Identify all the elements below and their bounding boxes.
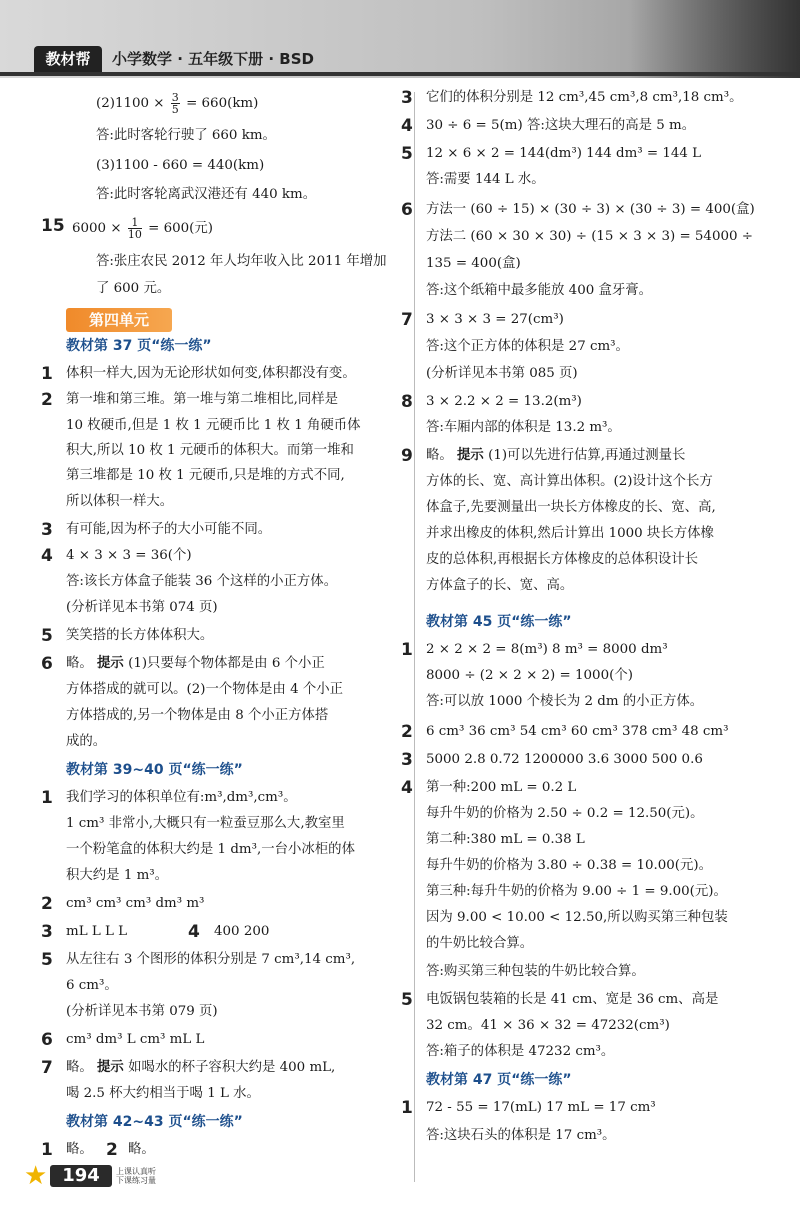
answer-line: 答:车厢内部的体积是 13.2 m³。	[426, 420, 621, 435]
answer-line: 我们学习的体积单位有:m³,dm³,cm³。	[66, 790, 297, 805]
section-title: 教材第 37 页“练一练”	[66, 338, 212, 354]
answer-line: 所以体积一样大。	[66, 494, 174, 509]
answer-line: 6 cm³。	[66, 978, 118, 993]
answer-line: 略。	[128, 1142, 155, 1157]
question-number: 1	[41, 364, 53, 384]
answer-line: 有可能,因为杯子的大小可能不同。	[66, 522, 272, 537]
fraction-numerator: 3	[171, 91, 179, 104]
header-rule	[0, 72, 800, 76]
answer-line: 135 = 400(盒)	[426, 256, 521, 271]
answer-line	[72, 217, 213, 240]
question-number: 3	[401, 750, 413, 770]
answer-line: cm³ cm³ cm³ dm³ m³	[66, 896, 205, 911]
answer-line: 1 cm³ 非常小,大概只有一粒蚕豆那么大,教室里	[66, 816, 345, 831]
answer-line: 皮的总体积,再根据长方体橡皮的总体积设计长	[426, 552, 699, 567]
answer-line: 第二种:380 mL = 0.38 L	[426, 832, 585, 847]
question-number: 5	[41, 950, 53, 970]
header-shade	[630, 0, 800, 78]
answer-line: 方体的长、宽、高计算出体积。(2)设计这个长方	[426, 474, 713, 489]
question-number: 2	[41, 390, 53, 410]
book-title: 小学数学 · 五年级下册 · BSD	[112, 50, 314, 68]
tip-label: 提示	[97, 1060, 124, 1075]
answer-line: 的牛奶比较合算。	[426, 936, 534, 951]
answer-line: 2 × 2 × 2 = 8(m³) 8 m³ = 8000 dm³	[426, 642, 668, 657]
answer-line	[426, 446, 685, 466]
question-number: 5	[401, 990, 413, 1010]
expr-text: = 600(元)	[148, 221, 213, 236]
fraction-numerator: 1	[128, 217, 142, 229]
question-number: 3	[401, 88, 413, 108]
answer-line: 4 × 3 × 3 = 36(个)	[66, 548, 192, 563]
answer-line: 3 × 2.2 × 2 = 13.2(m³)	[426, 394, 582, 409]
answer-line: 略。	[66, 1142, 93, 1157]
answer-line: 每升牛奶的价格为 2.50 ÷ 0.2 = 12.50(元)。	[426, 806, 704, 821]
page-footer	[24, 1162, 164, 1192]
answer-line	[66, 1058, 335, 1078]
answer-text: (1)可以先进行估算,再通过测量长	[488, 448, 686, 463]
answer-line: 体盒子,先要测量出一块长方体橡皮的长、宽、高,	[426, 500, 716, 515]
answer-line: 答:购买第三种包装的牛奶比较合算。	[426, 964, 645, 979]
answer-line: (3)1100 - 660 = 440(km)	[96, 158, 265, 173]
answer-text: 略。	[66, 1060, 93, 1075]
answer-line: 每升牛奶的价格为 3.80 ÷ 0.38 = 10.00(元)。	[426, 858, 713, 873]
question-number: 2	[106, 1140, 118, 1160]
answer-line: mL L L L	[66, 924, 128, 939]
answer-line: 答:此时客轮离武汉港还有 440 km。	[96, 187, 317, 202]
fraction	[128, 217, 142, 240]
footer-tag-line: 下课练习量	[116, 1176, 156, 1185]
answer-line: 8000 ÷ (2 × 2 × 2) = 1000(个)	[426, 668, 633, 683]
answer-line: 喝 2.5 杯大约相当于喝 1 L 水。	[66, 1086, 260, 1101]
brand-logo: 教材帮	[34, 46, 102, 72]
question-number: 8	[401, 392, 413, 412]
answer-line: 了 600 元。	[96, 281, 171, 296]
answer-line: 积大约是 1 m³。	[66, 868, 169, 883]
answer-line: 答:此时客轮行驶了 660 km。	[96, 128, 276, 143]
question-number: 4	[41, 546, 53, 566]
section-title: 教材第 47 页“练一练”	[426, 1072, 572, 1088]
footer-tag-line: 上课认真听	[116, 1167, 156, 1176]
answer-line: 6 cm³ 36 cm³ 54 cm³ 60 cm³ 378 cm³ 48 cm³	[426, 724, 729, 739]
answer-text: 略。	[66, 656, 93, 671]
answer-line: 方法一 (60 ÷ 15) × (30 ÷ 3) × (30 ÷ 3) = 400(盒)	[426, 202, 755, 217]
answer-text: 略。	[426, 448, 453, 463]
question-number: 4	[401, 116, 413, 136]
answer-line: 一个粉笔盒的体积大约是 1 dm³,一台小冰柜的体	[66, 842, 355, 857]
answer-line: 因为 9.00 < 10.00 < 12.50,所以购买第三种包装	[426, 910, 728, 925]
answer-line: 32 cm。41 × 36 × 32 = 47232(cm³)	[426, 1018, 670, 1033]
answer-line	[96, 92, 258, 115]
answer-line: 3 × 3 × 3 = 27(cm³)	[426, 312, 564, 327]
question-number: 2	[401, 722, 413, 742]
answer-line: 答:需要 144 L 水。	[426, 172, 545, 187]
question-number: 15	[41, 216, 65, 236]
question-number: 3	[41, 922, 53, 942]
answer-line: (分析详见本书第 079 页)	[66, 1004, 218, 1019]
answer-line: 第三种:每升牛奶的价格为 9.00 ÷ 1 = 9.00(元)。	[426, 884, 727, 899]
star-icon: ★	[24, 1161, 48, 1191]
question-number: 4	[401, 778, 413, 798]
tip-label: 提示	[457, 448, 484, 463]
answer-line: 体积一样大,因为无论形状如何变,体积都没有变。	[66, 366, 356, 381]
answer-line: 答:张庄农民 2012 年人均年收入比 2011 年增加	[96, 254, 387, 269]
answer-line: cm³ dm³ L cm³ mL L	[66, 1032, 205, 1047]
question-number: 1	[401, 640, 413, 660]
section-title: 教材第 45 页“练一练”	[426, 614, 572, 630]
answer-line: 方体搭成的就可以。(2)一个物体是由 4 个小正	[66, 682, 344, 697]
section-title: 教材第 39~40 页“练一练”	[66, 762, 243, 778]
question-number: 7	[401, 310, 413, 330]
answer-line: (分析详见本书第 085 页)	[426, 366, 578, 381]
answer-line: 答:箱子的体积是 47232 cm³。	[426, 1044, 615, 1059]
tip-label: 提示	[97, 656, 124, 671]
answer-line: 方法二 (60 × 30 × 30) ÷ (15 × 3 × 3) = 54000 ÷	[426, 229, 753, 244]
answer-line: 答:可以放 1000 个棱长为 2 dm 的小正方体。	[426, 694, 704, 709]
question-number: 6	[41, 654, 53, 674]
answer-line: 第一堆和第三堆。第一堆与第二堆相比,同样是	[66, 392, 339, 407]
expr-text: (2)1100 ×	[96, 96, 165, 111]
answer-line: 方体盒子的长、宽、高。	[426, 578, 574, 593]
answer-line: 笑笑搭的长方体体积大。	[66, 628, 214, 643]
question-number: 6	[41, 1030, 53, 1050]
answer-line	[66, 654, 325, 674]
answer-line: 72 - 55 = 17(mL) 17 mL = 17 cm³	[426, 1100, 656, 1115]
answer-line: 成的。	[66, 734, 107, 749]
question-number: 6	[401, 200, 413, 220]
answer-text: (1)只要每个物体都是由 6 个小正	[128, 656, 325, 671]
answer-line: 积大,所以 10 枚 1 元硬币的体积大。而第一堆和	[66, 443, 354, 458]
answer-line: 答:这块石头的体积是 17 cm³。	[426, 1128, 616, 1143]
fraction	[171, 92, 180, 115]
answer-line: 答:这个纸箱中最多能放 400 盒牙膏。	[426, 283, 653, 298]
answer-line: 400 200	[214, 924, 270, 939]
question-number: 1	[41, 1140, 53, 1160]
answer-line: 第一种:200 mL = 0.2 L	[426, 780, 577, 795]
question-number: 3	[41, 520, 53, 540]
unit-banner: 第四单元	[66, 308, 172, 332]
answer-line: 它们的体积分别是 12 cm³,45 cm³,8 cm³,18 cm³。	[426, 90, 743, 105]
answer-line: 答:这个正方体的体积是 27 cm³。	[426, 339, 629, 354]
question-number: 9	[401, 446, 413, 466]
answer-line: (分析详见本书第 074 页)	[66, 600, 218, 615]
answer-line: 并求出橡皮的体积,然后计算出 1000 块长方体橡	[426, 526, 714, 541]
expr-text: = 660(km)	[186, 96, 259, 111]
fraction-denominator: 10	[127, 228, 142, 241]
answer-line: 12 × 6 × 2 = 144(dm³) 144 dm³ = 144 L	[426, 146, 702, 161]
question-number: 5	[401, 144, 413, 164]
page-header	[0, 0, 800, 78]
answer-line: 方体搭成的,另一个物体是由 8 个小正方体搭	[66, 708, 329, 723]
answer-line: 10 枚硬币,但是 1 枚 1 元硬币比 1 枚 1 角硬币体	[66, 418, 361, 433]
question-number: 5	[41, 626, 53, 646]
answer-line: 答:该长方体盒子能装 36 个这样的小正方体。	[66, 574, 338, 589]
question-number: 4	[188, 922, 200, 942]
question-number: 1	[401, 1098, 413, 1118]
fraction-denominator: 5	[171, 103, 179, 116]
answer-line: 从左往右 3 个图形的体积分别是 7 cm³,14 cm³,	[66, 952, 356, 967]
question-number: 7	[41, 1058, 53, 1078]
page-number: 194	[50, 1165, 112, 1187]
section-title: 教材第 42~43 页“练一练”	[66, 1114, 243, 1130]
question-number: 1	[41, 788, 53, 808]
answer-line: 30 ÷ 6 = 5(m) 答:这块大理石的高是 5 m。	[426, 118, 696, 133]
answer-line: 第三堆都是 10 枚 1 元硬币,只是堆的方式不同,	[66, 468, 345, 483]
expr-text: 6000 ×	[72, 221, 122, 236]
column-divider	[414, 92, 415, 1182]
footer-tag	[116, 1167, 156, 1185]
question-number: 2	[41, 894, 53, 914]
answer-line: 5000 2.8 0.72 1200000 3.6 3000 500 0.6	[426, 752, 703, 767]
answer-text: 如喝水的杯子容积大约是 400 mL,	[128, 1060, 336, 1075]
answer-line: 电饭锅包装箱的长是 41 cm、宽是 36 cm、高是	[426, 992, 719, 1007]
